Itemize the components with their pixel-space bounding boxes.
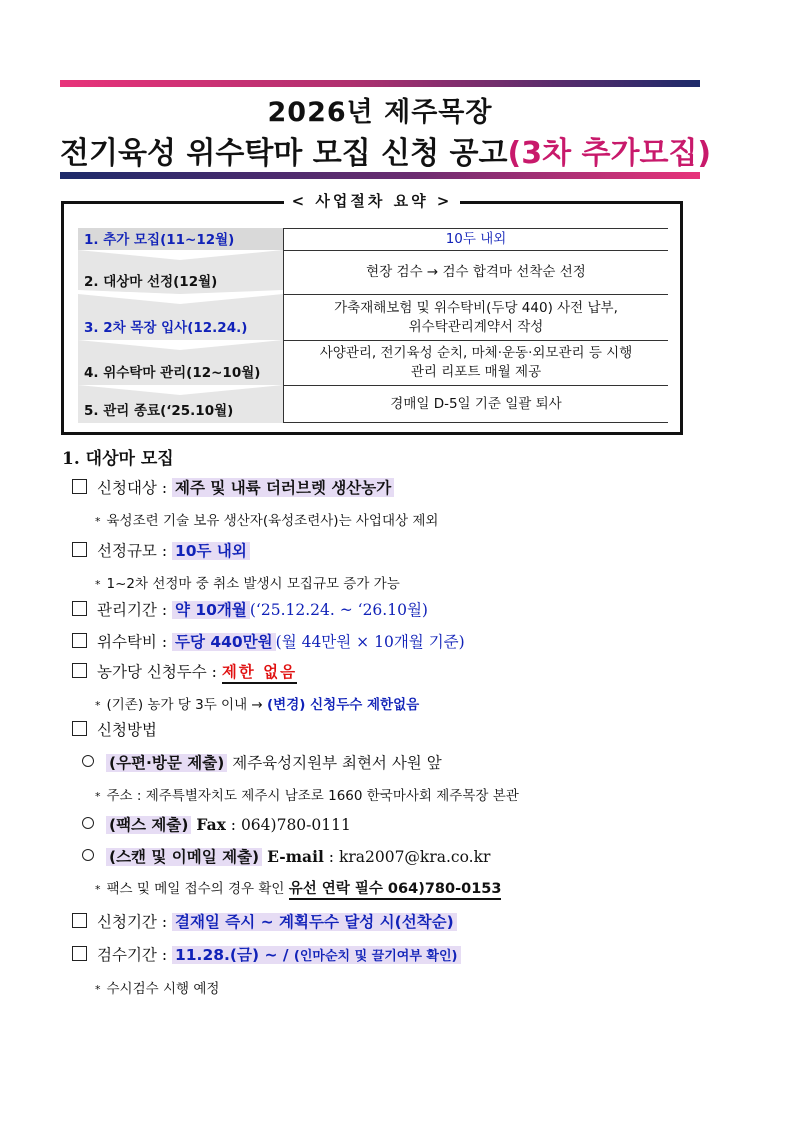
inspect-label: 검수기간 : (97, 946, 168, 964)
apply-period-label: 신청기간 : (97, 913, 168, 931)
summary-row-2 (78, 250, 668, 294)
apply-period-value: 결재일 즉시 ~ 계획두수 달성 시(선착순) (172, 913, 457, 931)
summary-heading: < 사업절차 요약 > (284, 192, 461, 210)
checkbox-icon (72, 663, 87, 678)
apply-target-value: 제주 및 내륙 더러브렛 생산농가 (172, 478, 394, 497)
fee-line (72, 630, 465, 652)
checkbox-icon (72, 601, 87, 616)
procedure-summary-box (61, 192, 683, 435)
checkbox-icon (72, 479, 87, 494)
method2-value: : 064)780-0111 (230, 816, 351, 834)
fee-label: 위수탁비 : (97, 633, 168, 651)
count-note-change: (변경) 신청두수 제한없음 (267, 697, 420, 713)
asterisk-icon: * (95, 515, 101, 528)
inspect-line (72, 943, 461, 965)
scale-note: * 1~2차 선정마 중 취소 발생시 모집규모 증가 가능 (95, 576, 400, 592)
summary-desc-3: 가축재해보험 및 위수탁비(두당 440) 사전 납부, 위수탁관리계약서 작성 (283, 294, 668, 340)
apply-period-line (72, 910, 457, 932)
circle-bullet-icon (82, 755, 94, 767)
method-label: 신청방법 (97, 721, 157, 739)
method2-label: (팩스 제출) (106, 816, 191, 834)
checkbox-icon (72, 721, 87, 736)
page-title-line1: 2026년 제주목장 (267, 97, 493, 128)
address-note: * 주소 : 제주특별자치도 제주시 남조로 1660 한국마사회 제주목장 본관 (95, 788, 519, 804)
count-label: 농가당 신청두수 : (97, 663, 217, 681)
summary-row-4 (78, 340, 668, 385)
summary-desc-5: 경매일 D-5일 기준 일괄 퇴사 (283, 385, 668, 423)
method3-label: (스캔 및 이메일 제출) (106, 848, 262, 866)
fee-extra: (월 44만원 × 10개월 기준) (275, 633, 465, 651)
contact-note: * 팩스 및 메일 접수의 경우 확인 유선 연락 필수 064)780-0153 (95, 877, 501, 898)
apply-target-line (72, 476, 394, 498)
period-extra: (‘25.12.24. ~ ‘26.10월) (249, 601, 428, 619)
summary-row-1 (78, 228, 668, 250)
period-label: 관리기간 : (97, 601, 168, 619)
checkbox-icon (72, 542, 87, 557)
page-title-line2 (60, 128, 712, 172)
section-title: 1. 대상마 모집 (62, 449, 174, 469)
summary-desc-1: 10두 내외 (283, 228, 668, 250)
period-value: 약 10개월 (172, 601, 250, 619)
scale-line (72, 539, 250, 561)
count-note: * (기존) 농가 당 3두 이내 → (변경) 신청두수 제한없음 (95, 697, 420, 713)
summary-step-1: 1. 추가 모집(11~12월) (78, 228, 283, 250)
inspect-note: * 수시검수 시행 예정 (95, 981, 220, 997)
asterisk-icon: * (95, 578, 101, 591)
inspect-value: 11.28.(금) ~ / (인마순치 및 끌기여부 확인) (172, 946, 461, 964)
method1-label: (우편·방문 제출) (106, 754, 227, 772)
count-line (72, 660, 297, 682)
method3-line (82, 845, 490, 867)
asterisk-icon: * (95, 699, 101, 712)
page-title-accent: (3차 추가모집) (507, 136, 712, 171)
method3-value: : kra2007@kra.co.kr (328, 848, 491, 866)
asterisk-icon: * (95, 883, 101, 896)
method2-key: Fax (196, 815, 226, 834)
method3-key: E-mail (267, 847, 324, 866)
method-line (72, 718, 157, 740)
asterisk-icon: * (95, 790, 101, 803)
method1-line (82, 751, 442, 773)
fee-value: 두당 440만원 (172, 633, 276, 651)
checkbox-icon (72, 633, 87, 648)
summary-step-5: 5. 관리 종료(‘25.10월) (78, 385, 283, 423)
apply-target-label: 신청대상 : (97, 479, 168, 497)
asterisk-icon: * (95, 983, 101, 996)
summary-step-3: 3. 2차 목장 입사(12.24.) (78, 294, 283, 340)
period-line (72, 598, 428, 620)
circle-bullet-icon (82, 849, 94, 861)
page-title-main: 전기육성 위수탁마 모집 신청 공고 (60, 136, 508, 171)
checkbox-icon (72, 946, 87, 961)
summary-row-5 (78, 385, 668, 423)
method2-line (82, 813, 351, 835)
scale-label: 선정규모 : (97, 542, 168, 560)
summary-step-4: 4. 위수탁마 관리(12~10월) (78, 340, 283, 385)
circle-bullet-icon (82, 817, 94, 829)
summary-desc-4: 사양관리, 전기육성 순치, 마체·운동·외모관리 등 시행 관리 리포트 매월 제공 (283, 340, 668, 385)
header-bottom-bar (60, 172, 700, 179)
header-top-bar (60, 80, 700, 87)
scale-value: 10두 내외 (172, 542, 250, 560)
contact-note-value: 유선 연락 필수 064)780-0153 (289, 881, 502, 900)
summary-row-3 (78, 294, 668, 340)
count-value: 제한 없음 (222, 663, 297, 684)
summary-heading-wrap (64, 190, 680, 211)
method1-text: 제주육성지원부 최현서 사원 앞 (232, 754, 442, 772)
checkbox-icon (72, 913, 87, 928)
apply-target-note: * 육성조련 기술 보유 생산자(육성조련사)는 사업대상 제외 (95, 513, 439, 529)
summary-desc-2: 현장 검수 → 검수 합격마 선착순 선정 (283, 250, 668, 294)
summary-step-2: 2. 대상마 선정(12월) (78, 250, 283, 294)
